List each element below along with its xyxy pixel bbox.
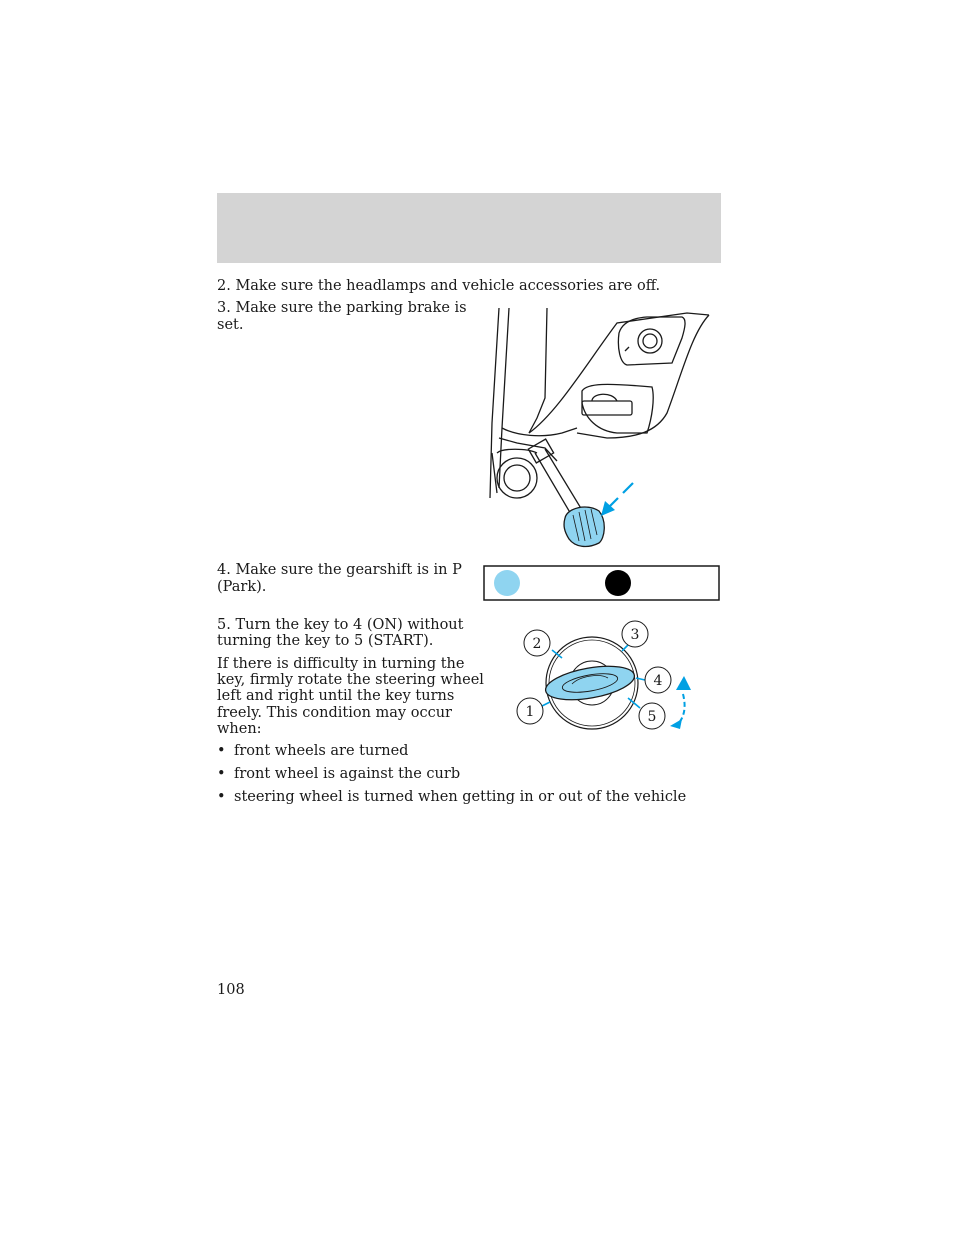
step-4-text-line-1: 4. Make sure the gearshift is in P	[217, 562, 462, 578]
svg-text:4: 4	[653, 673, 663, 689]
light-blue-dot	[494, 570, 520, 596]
page-number: 108	[217, 982, 245, 998]
callout-2	[524, 630, 550, 656]
bullet-icon: •	[217, 789, 226, 805]
difficulty-text-line-3: left and right until the key turns	[217, 688, 455, 704]
bullet-text: front wheels are turned	[234, 743, 409, 759]
step-3-text-line-1: 3. Make sure the parking brake is	[217, 300, 467, 316]
bullet-text: steering wheel is turned when getting in or out of the vehicle	[234, 789, 687, 805]
svg-text:3: 3	[630, 627, 640, 643]
svg-text:1: 1	[525, 704, 535, 720]
svg-text:5: 5	[647, 709, 657, 725]
callout-3	[622, 621, 648, 647]
section-header-band	[217, 193, 721, 263]
step-5-text-line-1: 5. Turn the key to 4 (ON) without	[217, 617, 464, 633]
step-3-text-line-2: set.	[217, 317, 244, 333]
ignition-switch-illustration	[510, 618, 700, 733]
step-4-text-line-2: (Park).	[217, 579, 267, 595]
parking-brake-illustration	[487, 303, 721, 553]
callout-4	[645, 667, 671, 693]
callout-5	[639, 703, 665, 729]
difficulty-text-line-2: key, firmly rotate the steering wheel	[217, 672, 484, 688]
difficulty-text-line-4: freely. This condition may occur	[217, 705, 452, 721]
press-direction-arrow	[601, 483, 633, 516]
svg-text:2: 2	[532, 636, 542, 652]
step-5-text-line-2: turning the key to 5 (START).	[217, 633, 434, 649]
bullet-icon: •	[217, 766, 226, 782]
brake-pedal-pad	[564, 507, 604, 546]
rotation-arrow-icon	[670, 676, 691, 729]
bullet-icon: •	[217, 743, 226, 759]
black-dot	[605, 570, 631, 596]
bullet-text: front wheel is against the curb	[234, 766, 461, 782]
difficulty-text-line-5: when:	[217, 721, 262, 737]
step-2-text: 2. Make sure the headlamps and vehicle accessories are off.	[217, 278, 661, 294]
callout-1	[517, 698, 543, 724]
difficulty-text-line-1: If there is difficulty in turning the	[217, 656, 465, 672]
gearshift-indicator-bar	[483, 565, 720, 601]
